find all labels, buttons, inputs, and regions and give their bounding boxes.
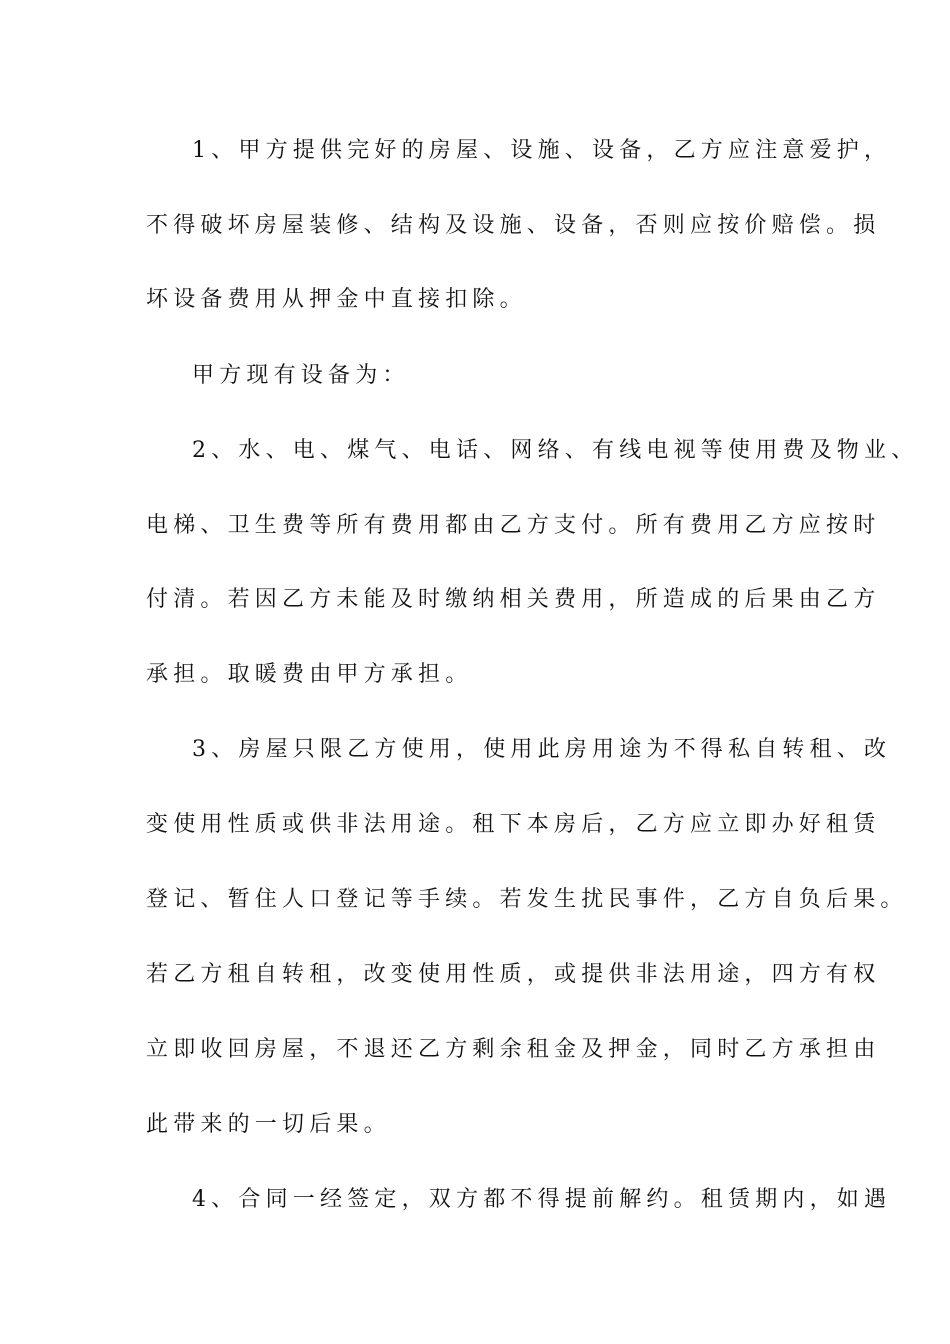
clause-3-line-1: 3、房屋只限乙方使用，使用此房用途为不得私自转租、改	[192, 737, 892, 762]
clause-2-line-1: 2、水、电、煤气、电话、网络、有线电视等使用费及物业、	[192, 438, 919, 463]
clause-3-line-2: 变使用性质或供非法用途。租下本房后，乙方应立即办好租赁	[146, 812, 881, 837]
clause-3-line-6: 此带来的一切后果。	[146, 1112, 391, 1137]
clause-3-line-4: 若乙方租自转租，改变使用性质，或提供非法用途，四方有权	[146, 962, 881, 987]
clause-2-line-3: 付清。若因乙方未能及时缴纳相关费用，所造成的后果由乙方	[146, 587, 881, 612]
clause-1-line-2: 不得破坏房屋装修、结构及设施、设备，否则应按价赔偿。损	[146, 213, 881, 238]
clause-1-line-3: 坏设备费用从押金中直接扣除。	[146, 287, 527, 312]
clause-1-line-1: 1、甲方提供完好的房屋、设施、设备，乙方应注意爱护，	[192, 138, 892, 163]
clause-2-line-2: 电梯、卫生费等所有费用都由乙方支付。所有费用乙方应按时	[146, 513, 881, 538]
clause-4-line-1: 4、合同一经签定，双方都不得提前解约。租赁期内，如遇	[192, 1187, 892, 1212]
clause-2-line-4: 承担。取暖费由甲方承担。	[146, 662, 473, 687]
equipment-list-line: 甲方现有设备为：	[192, 363, 410, 388]
clause-3-line-3: 登记、暂住人口登记等手续。若发生扰民事件，乙方自负后果。	[146, 887, 908, 912]
clause-3-line-5: 立即收回房屋，不退还乙方剩余租金及押金，同时乙方承担由	[146, 1037, 881, 1062]
